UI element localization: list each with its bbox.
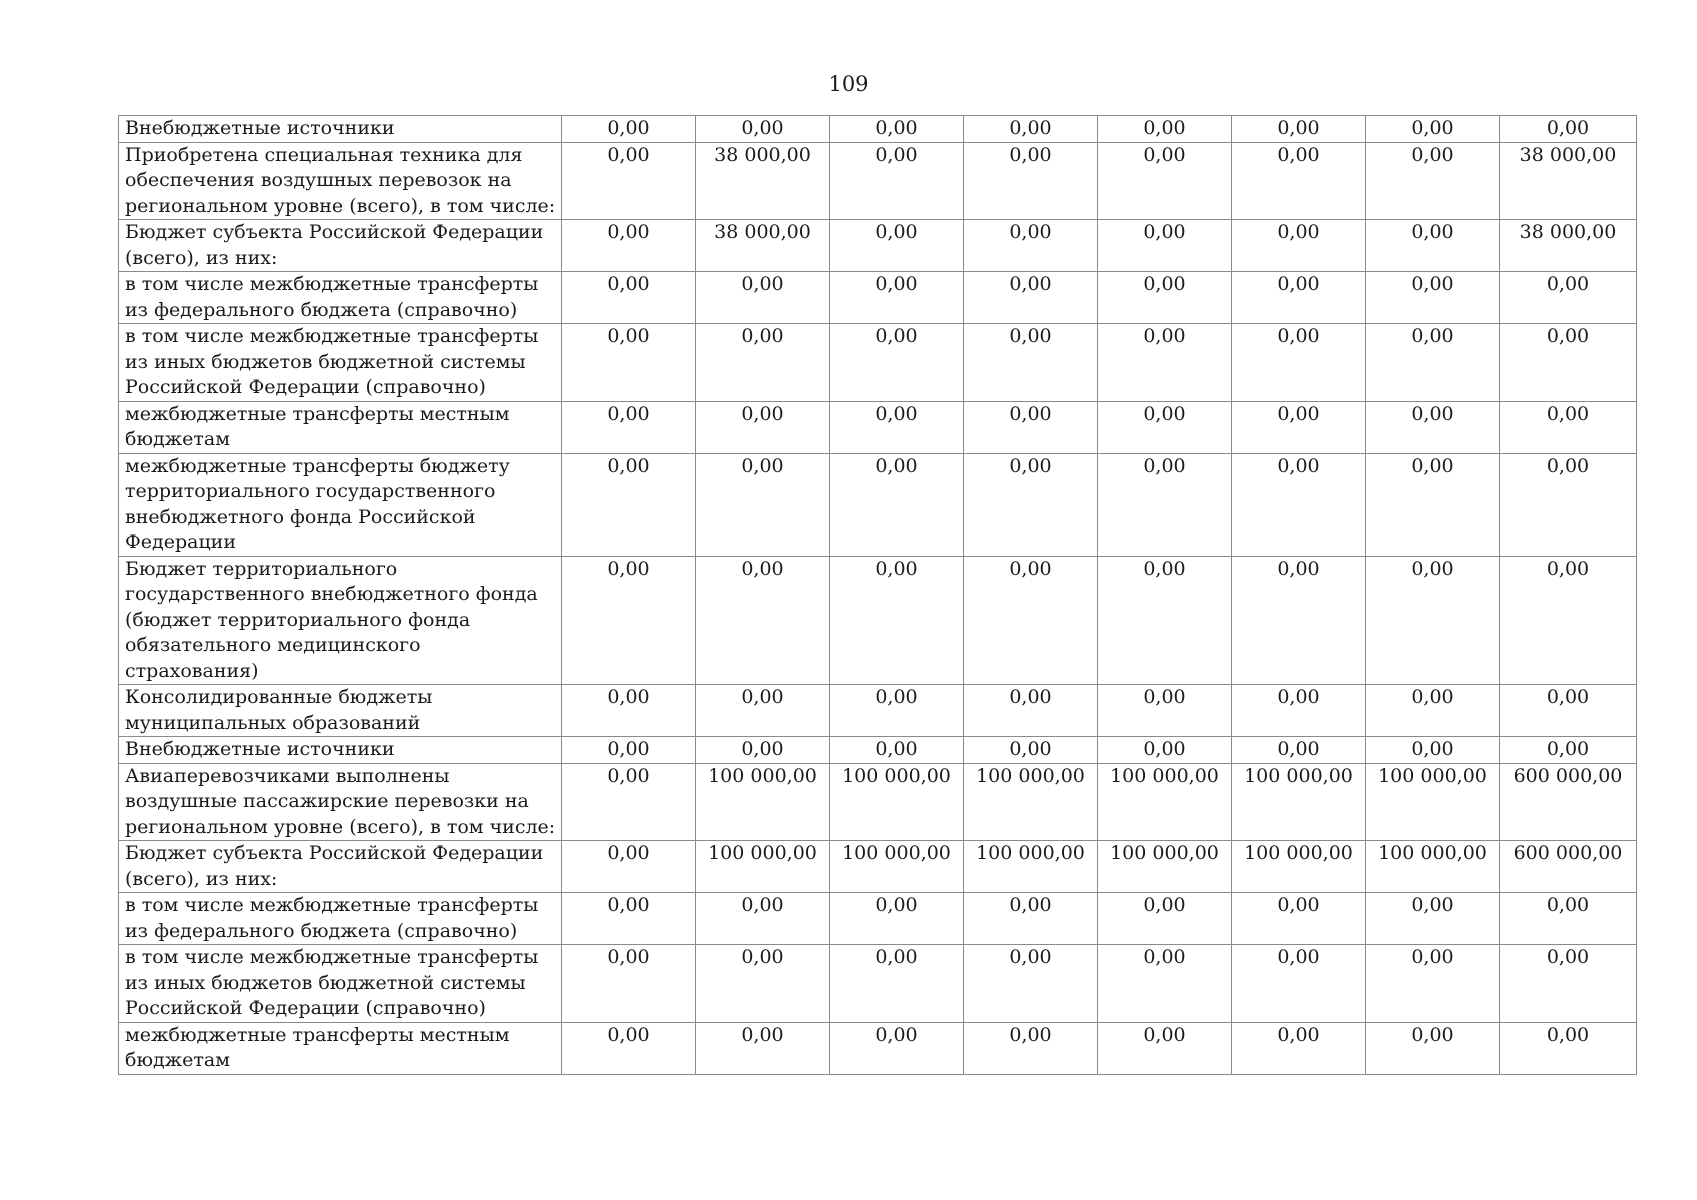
value-cell: 0,00 [1232,893,1366,945]
row-label-cell: в том числе межбюджетные трансферты из иных бюджетов бюджетной системы Российской Федерации (справочно) [119,324,562,402]
value-cell: 38 000,00 [696,220,830,272]
value-cell: 0,00 [1366,1022,1500,1074]
value-cell: 100 000,00 [696,763,830,841]
value-cell: 0,00 [1098,116,1232,143]
value-cell: 100 000,00 [1232,763,1366,841]
row-label-cell: межбюджетные трансферты местным бюджетам [119,1022,562,1074]
value-cell: 0,00 [964,401,1098,453]
value-cell: 0,00 [964,142,1098,220]
value-cell: 0,00 [696,272,830,324]
value-cell: 0,00 [562,841,696,893]
value-cell: 0,00 [830,324,964,402]
value-cell: 0,00 [1098,893,1232,945]
page-number: 109 [828,72,869,96]
value-cell: 0,00 [1500,453,1637,556]
value-cell: 38 000,00 [1500,142,1637,220]
value-cell: 100 000,00 [830,763,964,841]
value-cell: 0,00 [562,220,696,272]
value-cell: 0,00 [964,272,1098,324]
value-cell: 0,00 [830,1022,964,1074]
value-cell: 100 000,00 [1232,841,1366,893]
value-cell: 0,00 [1232,142,1366,220]
value-cell: 38 000,00 [696,142,830,220]
value-cell: 0,00 [1366,272,1500,324]
value-cell: 0,00 [562,1022,696,1074]
value-cell: 0,00 [696,893,830,945]
value-cell: 0,00 [1232,685,1366,737]
value-cell: 0,00 [1232,556,1366,685]
value-cell: 100 000,00 [964,841,1098,893]
value-cell: 100 000,00 [1098,763,1232,841]
row-label-cell: Бюджет территориального государственного внебюджетного фонда (бюджет территориального фонда обязательного медицинского страхования) [119,556,562,685]
value-cell: 0,00 [1232,401,1366,453]
value-cell: 0,00 [1500,893,1637,945]
value-cell: 0,00 [830,220,964,272]
table-row [119,685,1637,737]
value-cell: 0,00 [696,116,830,143]
value-cell: 0,00 [562,142,696,220]
table-row [119,763,1637,841]
table-row [119,893,1637,945]
table-row [119,272,1637,324]
value-cell: 0,00 [830,945,964,1023]
value-cell: 0,00 [964,945,1098,1023]
table-row [119,556,1637,685]
value-cell: 0,00 [830,737,964,764]
table-row [119,116,1637,143]
table-row [119,453,1637,556]
value-cell: 0,00 [1232,737,1366,764]
value-cell: 0,00 [1098,945,1232,1023]
value-cell: 0,00 [1098,556,1232,685]
value-cell: 0,00 [1500,945,1637,1023]
value-cell: 0,00 [964,556,1098,685]
value-cell: 0,00 [964,220,1098,272]
value-cell: 0,00 [1500,401,1637,453]
value-cell: 0,00 [1500,1022,1637,1074]
value-cell: 0,00 [1098,401,1232,453]
table-row [119,401,1637,453]
value-cell: 0,00 [562,685,696,737]
value-cell: 0,00 [964,685,1098,737]
value-cell: 0,00 [1232,453,1366,556]
value-cell: 0,00 [1098,324,1232,402]
table-row [119,324,1637,402]
value-cell: 0,00 [1098,272,1232,324]
value-cell: 0,00 [830,116,964,143]
table-row [119,945,1637,1023]
value-cell: 0,00 [1232,324,1366,402]
value-cell: 0,00 [696,401,830,453]
value-cell: 0,00 [1500,272,1637,324]
row-label-cell: в том числе межбюджетные трансферты из федерального бюджета (справочно) [119,893,562,945]
row-label-cell: в том числе межбюджетные трансферты из федерального бюджета (справочно) [119,272,562,324]
value-cell: 0,00 [964,893,1098,945]
row-label-cell: в том числе межбюджетные трансферты из иных бюджетов бюджетной системы Российской Федерации (справочно) [119,945,562,1023]
value-cell: 0,00 [1098,453,1232,556]
value-cell: 0,00 [1232,945,1366,1023]
row-label-cell: межбюджетные трансферты местным бюджетам [119,401,562,453]
value-cell: 0,00 [830,453,964,556]
value-cell: 0,00 [830,556,964,685]
value-cell: 0,00 [1098,220,1232,272]
value-cell: 38 000,00 [1500,220,1637,272]
table-row [119,1022,1637,1074]
value-cell: 0,00 [830,272,964,324]
value-cell: 0,00 [562,453,696,556]
row-label-cell: Бюджет субъекта Российской Федерации (всего), из них: [119,841,562,893]
row-label-cell: Консолидированные бюджеты муниципальных образований [119,685,562,737]
value-cell: 0,00 [1366,142,1500,220]
value-cell: 0,00 [1098,685,1232,737]
value-cell: 0,00 [1366,737,1500,764]
row-label-cell: межбюджетные трансферты бюджету территориального государственного внебюджетного фонда Российской Федерации [119,453,562,556]
value-cell: 0,00 [830,893,964,945]
budget-table [118,115,1637,1075]
value-cell: 0,00 [562,893,696,945]
row-label-cell: Бюджет субъекта Российской Федерации (всего), из них: [119,220,562,272]
value-cell: 0,00 [1232,116,1366,143]
value-cell: 0,00 [1366,556,1500,685]
value-cell: 0,00 [830,685,964,737]
value-cell: 0,00 [1232,1022,1366,1074]
value-cell: 600 000,00 [1500,841,1637,893]
table-row [119,841,1637,893]
value-cell: 0,00 [964,324,1098,402]
value-cell: 0,00 [1366,324,1500,402]
table-row [119,142,1637,220]
value-cell: 0,00 [1366,220,1500,272]
value-cell: 0,00 [964,1022,1098,1074]
budget-table-body [119,116,1637,1075]
row-label-cell: Авиаперевозчиками выполнены воздушные пассажирские перевозки на региональном уровне (всего), в том числе: [119,763,562,841]
value-cell: 0,00 [562,556,696,685]
value-cell: 100 000,00 [964,763,1098,841]
value-cell: 0,00 [1500,324,1637,402]
value-cell: 100 000,00 [1098,841,1232,893]
value-cell: 600 000,00 [1500,763,1637,841]
value-cell: 100 000,00 [696,841,830,893]
value-cell: 0,00 [964,116,1098,143]
value-cell: 0,00 [696,685,830,737]
value-cell: 100 000,00 [1366,841,1500,893]
value-cell: 100 000,00 [830,841,964,893]
table-row [119,220,1637,272]
value-cell: 0,00 [1232,220,1366,272]
value-cell: 0,00 [1366,685,1500,737]
value-cell: 0,00 [830,142,964,220]
value-cell: 0,00 [1232,272,1366,324]
value-cell: 0,00 [1366,401,1500,453]
value-cell: 0,00 [562,401,696,453]
value-cell: 0,00 [1500,116,1637,143]
value-cell: 0,00 [1098,737,1232,764]
value-cell: 0,00 [696,1022,830,1074]
value-cell: 0,00 [562,737,696,764]
value-cell: 0,00 [830,401,964,453]
value-cell: 0,00 [696,945,830,1023]
value-cell: 0,00 [562,272,696,324]
value-cell: 0,00 [964,737,1098,764]
value-cell: 0,00 [1500,685,1637,737]
value-cell: 0,00 [1366,453,1500,556]
value-cell: 0,00 [696,324,830,402]
value-cell: 0,00 [696,737,830,764]
value-cell: 0,00 [964,453,1098,556]
value-cell: 0,00 [1098,1022,1232,1074]
value-cell: 100 000,00 [1366,763,1500,841]
value-cell: 0,00 [1366,893,1500,945]
value-cell: 0,00 [1500,556,1637,685]
value-cell: 0,00 [1366,116,1500,143]
value-cell: 0,00 [562,116,696,143]
value-cell: 0,00 [696,453,830,556]
row-label-cell: Внебюджетные источники [119,737,562,764]
value-cell: 0,00 [1098,142,1232,220]
value-cell: 0,00 [1366,945,1500,1023]
table-row [119,737,1637,764]
value-cell: 0,00 [1500,737,1637,764]
value-cell: 0,00 [562,945,696,1023]
value-cell: 0,00 [562,763,696,841]
value-cell: 0,00 [562,324,696,402]
value-cell: 0,00 [696,556,830,685]
row-label-cell: Внебюджетные источники [119,116,562,143]
row-label-cell: Приобретена специальная техника для обеспечения воздушных перевозок на региональном уровне (всего), в том числе: [119,142,562,220]
